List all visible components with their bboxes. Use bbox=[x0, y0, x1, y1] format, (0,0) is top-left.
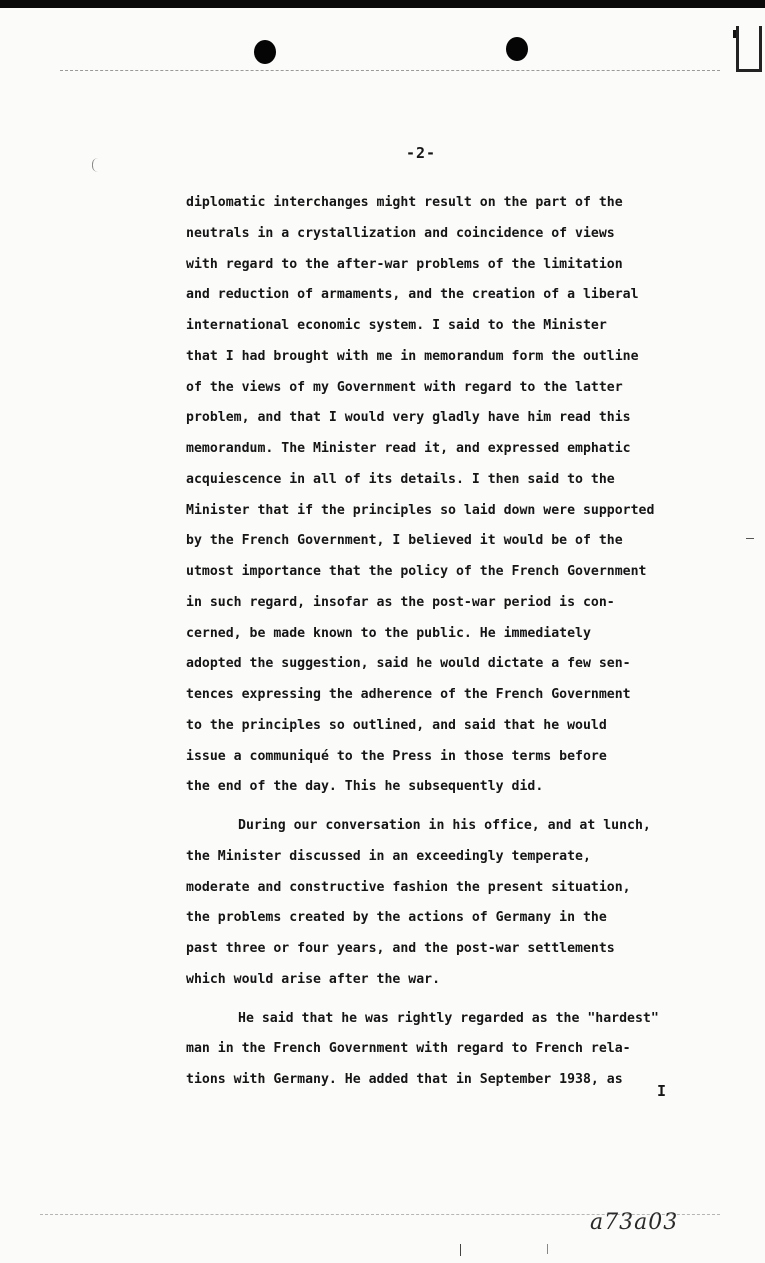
text-line: past three or four years, and the post-war settlements bbox=[186, 941, 615, 956]
text-line: cerned, be made known to the public. He immediately bbox=[186, 625, 591, 641]
text-line: He said that he was rightly regarded as the "hardest" bbox=[238, 1010, 659, 1026]
binder-clip-mark bbox=[736, 26, 762, 72]
text-line: During our conversation in his office, and at lunch, bbox=[238, 818, 651, 833]
text-line: neutrals in a crystallization and coincidence of views bbox=[186, 225, 615, 241]
text-line: Minister that if the principles so laid down were supported bbox=[186, 502, 655, 518]
text-line: diplomatic interchanges might result on the part of the bbox=[186, 195, 623, 210]
text-line: international economic system. I said to the Minister bbox=[186, 318, 607, 333]
catchword: I bbox=[657, 1082, 667, 1100]
text-line: of the views of my Government with regard to the latter bbox=[186, 379, 623, 395]
text-line: with regard to the after-war problems of the limitation bbox=[186, 256, 623, 272]
text-line: memorandum. The Minister read it, and expressed emphatic bbox=[186, 441, 631, 456]
text-line: problem, and that I would very gladly have him read this bbox=[186, 410, 631, 426]
text-line: to the principles so outlined, and said that he would bbox=[186, 717, 607, 733]
text-line: moderate and constructive fashion the present situation, bbox=[186, 879, 631, 895]
punch-hole-left bbox=[254, 40, 276, 64]
text-line: man in the French Government with regard to French rela- bbox=[186, 1041, 631, 1057]
text-line: in such regard, insofar as the post-war period is con- bbox=[186, 594, 615, 610]
paragraph-gap bbox=[186, 996, 746, 1004]
text-line: the Minister discussed in an exceedingly temperate, bbox=[186, 848, 591, 864]
page-number: -2- bbox=[405, 144, 437, 162]
top-fold-line bbox=[60, 70, 720, 71]
text-line: and reduction of armaments, and the creation of a liberal bbox=[186, 287, 639, 303]
margin-dash bbox=[746, 538, 754, 539]
paragraph-gap bbox=[186, 803, 746, 811]
text-line: the problems created by the actions of Germany in the bbox=[186, 910, 607, 926]
text-line: issue a communiqué to the Press in those terms before bbox=[186, 748, 607, 764]
text-line: tences expressing the adherence of the French Government bbox=[186, 687, 631, 702]
text-line: by the French Government, I believed it would be of the bbox=[186, 533, 623, 549]
text-line: acquiescence in all of its details. I then said to the bbox=[186, 471, 615, 487]
text-line: the end of the day. This he subsequently did. bbox=[186, 779, 544, 795]
text-line: tions with Germany. He added that in September 1938, as bbox=[186, 1072, 623, 1087]
letter-body bbox=[186, 188, 746, 1096]
scan-mark bbox=[460, 1244, 461, 1256]
text-line: adopted the suggestion, said he would dictate a few sen- bbox=[186, 656, 631, 672]
scan-mark bbox=[547, 1244, 548, 1254]
text-line: which would arise after the war. bbox=[186, 971, 441, 987]
scan-top-edge bbox=[0, 0, 765, 8]
punch-hole-right bbox=[506, 37, 528, 61]
text-line: that I had brought with me in memorandum form the outline bbox=[186, 348, 639, 364]
text-line: utmost importance that the policy of the French Government bbox=[186, 564, 647, 579]
archive-id-handwritten: a73a03 bbox=[590, 1210, 679, 1235]
